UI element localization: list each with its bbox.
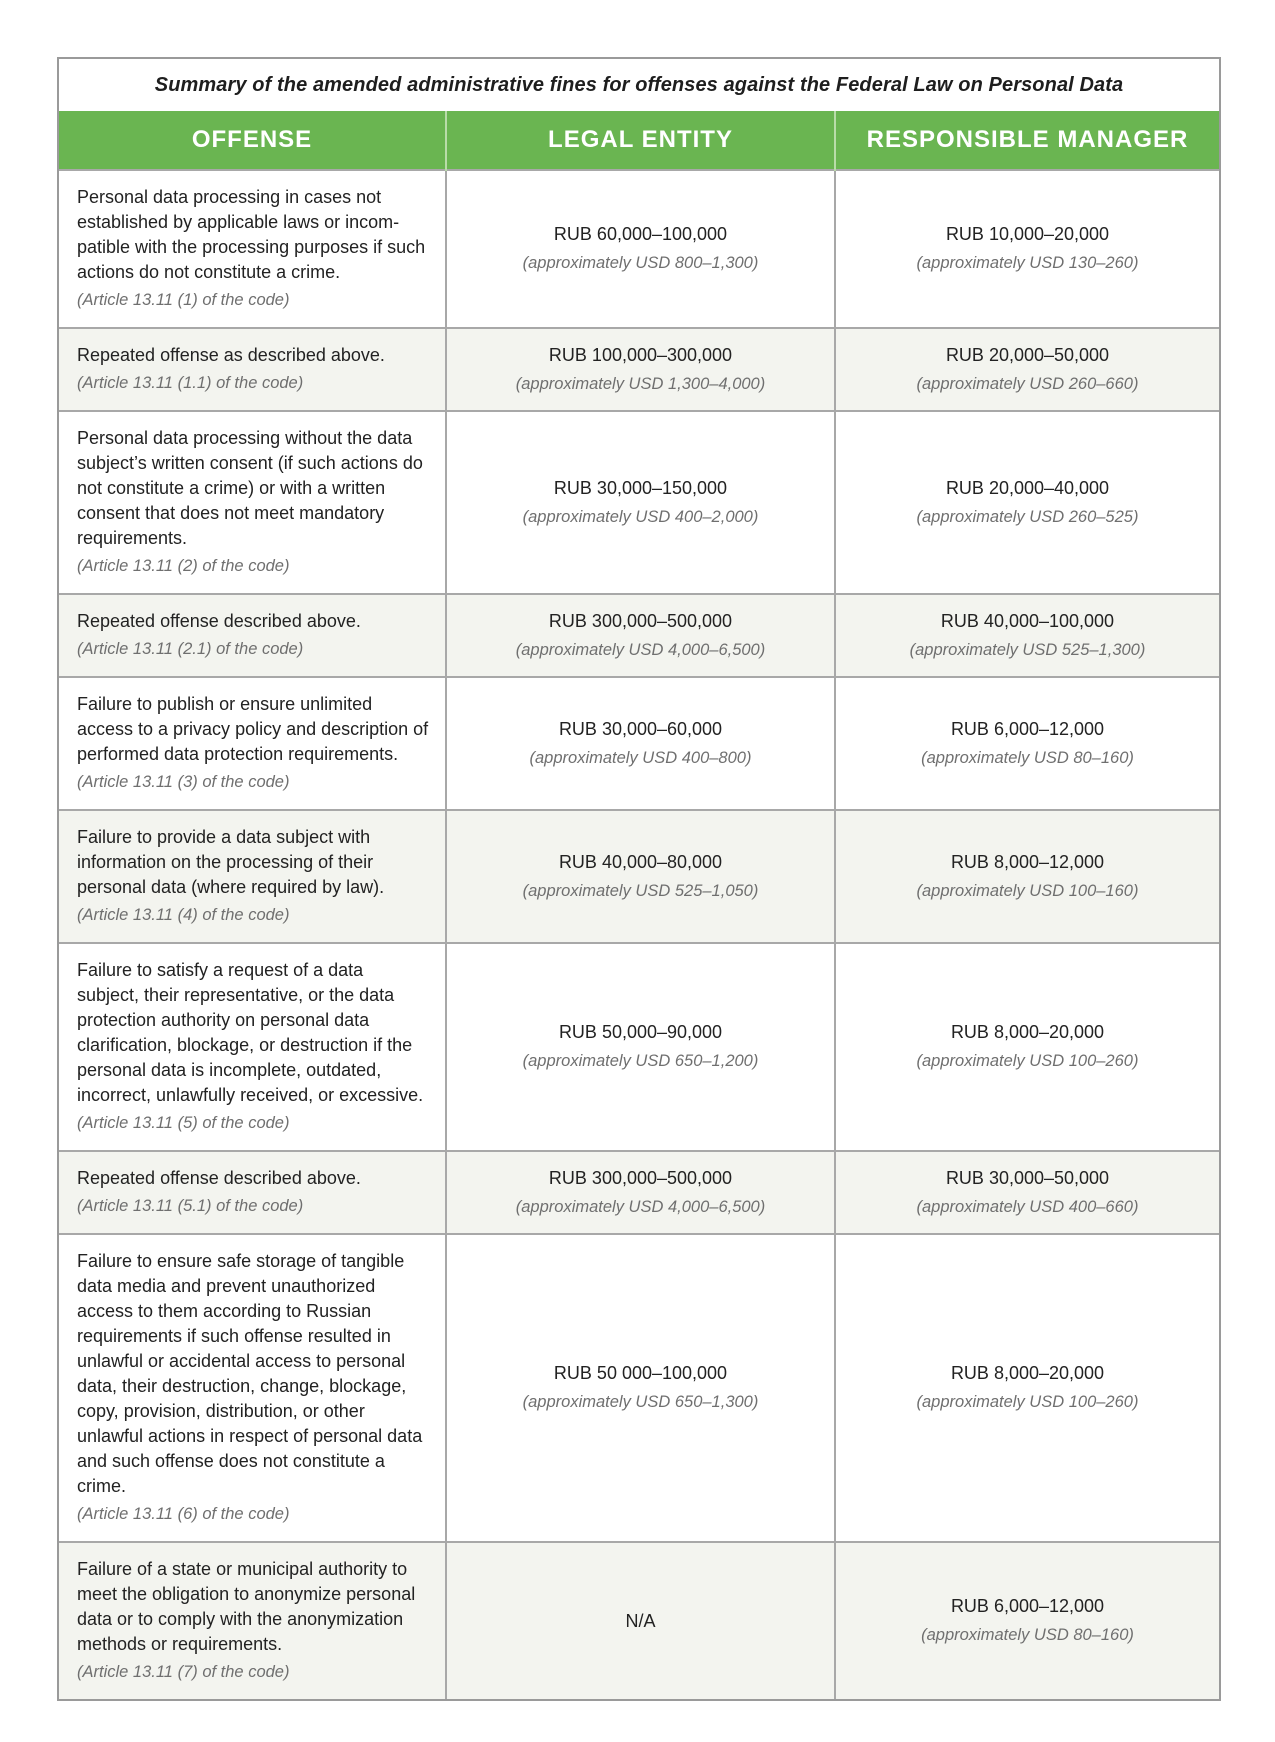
table-row xyxy=(59,677,1219,810)
manager-fine-usd: (approximately USD 100–260) xyxy=(916,1052,1139,1070)
offense-cell xyxy=(59,677,446,810)
legal-entity-fine-usd: (approximately USD 650–1,300) xyxy=(522,1393,759,1411)
offense-description: Repeated offense described above. xyxy=(77,611,361,631)
manager-fine-usd: (approximately USD 260–660) xyxy=(916,374,1139,393)
legal-entity-fine-rub: RUB 40,000–80,000 xyxy=(558,851,723,872)
manager-fine-rub: RUB 30,000–50,000 xyxy=(945,1167,1110,1188)
manager-fine-cell xyxy=(835,1542,1219,1699)
table-row xyxy=(59,1151,1219,1234)
fines-table xyxy=(59,111,1219,1699)
article-reference: (Article 13.11 (7) of the code) xyxy=(77,1663,290,1681)
legal-entity-fine-rub: RUB 50 000–100,000 xyxy=(553,1363,728,1383)
table-caption: Summary of the amended administrative fines for offenses against the Federal Law on Personal Data xyxy=(154,73,1124,96)
manager-fine-rub: RUB 6,000–12,000 xyxy=(950,718,1105,739)
offense-cell xyxy=(59,170,446,328)
offense-cell xyxy=(59,1151,446,1234)
legal-entity-fine-usd: (approximately USD 1,300–4,000) xyxy=(515,374,766,393)
table-row xyxy=(59,328,1219,411)
legal-entity-fine-usd: (approximately USD 650–1,200) xyxy=(522,1052,759,1070)
legal-entity-fine-cell xyxy=(446,943,835,1151)
offense-description: Failure of a state or municipal authority to meet the obligation to anonymize personal data or to comply with the anonymization methods or requirements. xyxy=(77,1559,416,1654)
table-row xyxy=(59,810,1219,943)
article-reference: (Article 13.11 (4) of the code) xyxy=(77,906,290,924)
manager-fine-rub: RUB 8,000–20,000 xyxy=(950,1363,1105,1383)
legal-entity-fine-cell xyxy=(446,1151,835,1234)
table-row xyxy=(59,411,1219,594)
manager-fine-usd: (approximately USD 100–160) xyxy=(916,881,1139,900)
table-row xyxy=(59,943,1219,1151)
offense-cell xyxy=(59,594,446,677)
manager-fine-usd: (approximately USD 400–660) xyxy=(916,1197,1139,1216)
manager-fine-cell xyxy=(835,810,1219,943)
offense-description: Failure to publish or ensure unlimited access to a privacy policy and description of performed data protection requirements. xyxy=(77,694,429,764)
manager-fine-cell xyxy=(835,328,1219,411)
legal-entity-fine-rub: RUB 60,000–100,000 xyxy=(553,224,728,244)
article-reference: (Article 13.11 (5) of the code) xyxy=(77,1114,290,1132)
legal-entity-fine-usd: (approximately USD 4,000–6,500) xyxy=(515,640,766,659)
offense-description: Personal data processing in cases not established by applicable laws or incom-patible with the processing purposes if such actions do not constitute a crime. xyxy=(77,187,426,282)
offense-cell xyxy=(59,810,446,943)
legal-entity-fine-rub: RUB 300,000–500,000 xyxy=(548,1167,733,1188)
table-header xyxy=(59,111,1219,170)
manager-fine-rub: RUB 40,000–100,000 xyxy=(940,610,1115,631)
manager-fine-cell xyxy=(835,594,1219,677)
manager-fine-rub: RUB 8,000–12,000 xyxy=(950,851,1105,872)
offense-cell xyxy=(59,1234,446,1542)
legal-entity-fine-usd: (approximately USD 400–800) xyxy=(529,748,752,767)
article-reference: (Article 13.11 (3) of the code) xyxy=(77,773,290,791)
manager-fine-usd: (approximately USD 80–160) xyxy=(921,748,1134,767)
manager-fine-usd: (approximately USD 260–525) xyxy=(916,507,1139,526)
manager-fine-cell xyxy=(835,411,1219,594)
table-row xyxy=(59,1234,1219,1542)
offense-description: Failure to satisfy a request of a data subject, their representative, or the data protection authority on personal data clarification, blockage, or destruction if the personal data is incomplete, outdated, incorrect, unlawfully received, or excessive. xyxy=(77,960,424,1105)
manager-fine-cell xyxy=(835,943,1219,1151)
legal-entity-fine-cell xyxy=(446,677,835,810)
table-row xyxy=(59,1542,1219,1699)
column-header-legal-entity: LEGAL ENTITY xyxy=(446,111,835,170)
offense-cell xyxy=(59,943,446,1151)
article-reference: (Article 13.11 (5.1) of the code) xyxy=(77,1197,304,1215)
article-reference: (Article 13.11 (6) of the code) xyxy=(77,1505,290,1523)
column-header-offense: OFFENSE xyxy=(59,111,446,170)
manager-fine-cell xyxy=(835,677,1219,810)
manager-fine-usd: (approximately USD 130–260) xyxy=(916,254,1139,272)
article-reference: (Article 13.11 (2.1) of the code) xyxy=(77,640,304,658)
legal-entity-fine-rub: RUB 50,000–90,000 xyxy=(558,1022,723,1042)
manager-fine-cell xyxy=(835,1151,1219,1234)
article-reference: (Article 13.11 (2) of the code) xyxy=(77,557,290,575)
legal-entity-fine-rub: RUB 300,000–500,000 xyxy=(548,610,733,631)
manager-fine-usd: (approximately USD 100–260) xyxy=(916,1393,1139,1411)
offense-cell xyxy=(59,411,446,594)
manager-fine-usd: (approximately USD 525–1,300) xyxy=(909,640,1146,659)
column-header-responsible-manager: RESPONSIBLE MANAGER xyxy=(835,111,1219,170)
manager-fine-rub: RUB 10,000–20,000 xyxy=(945,224,1110,244)
manager-fine-usd: (approximately USD 80–160) xyxy=(921,1626,1134,1644)
manager-fine-rub: RUB 20,000–50,000 xyxy=(945,344,1110,365)
offense-description: Repeated offense described above. xyxy=(77,1168,361,1188)
legal-entity-fine-cell xyxy=(446,594,835,677)
manager-fine-cell xyxy=(835,170,1219,328)
legal-entity-fine-usd: (approximately USD 400–2,000) xyxy=(522,507,759,526)
manager-fine-cell xyxy=(835,1234,1219,1542)
offense-description: Personal data processing without the data subject’s written consent (if such actions do not constitute a crime) or with a written consent that does not meet mandatory requirements. xyxy=(77,428,423,548)
legal-entity-fine-cell xyxy=(446,1234,835,1542)
manager-fine-rub: RUB 6,000–12,000 xyxy=(950,1596,1105,1616)
legal-entity-fine-cell xyxy=(446,328,835,411)
legal-entity-fine-rub: RUB 30,000–150,000 xyxy=(553,477,728,498)
legal-entity-fine-rub: N/A xyxy=(625,1610,656,1631)
offense-description: Failure to ensure safe storage of tangible data media and prevent unauthorized access to them according to Russian requirements if such offense resulted in unlawful or accidental access to personal data, their destruction, change, blockage, copy, provision, distribution, or other unlawful actions in respect of personal data and such offense does not constitute a crime. xyxy=(77,1251,423,1496)
header-row xyxy=(59,111,1219,170)
offense-description: Repeated offense as described above. xyxy=(77,345,385,365)
article-reference: (Article 13.11 (1) of the code) xyxy=(77,291,290,309)
manager-fine-rub: RUB 8,000–20,000 xyxy=(950,1022,1105,1042)
article-reference: (Article 13.11 (1.1) of the code) xyxy=(77,374,304,392)
table-row xyxy=(59,594,1219,677)
offense-cell xyxy=(59,328,446,411)
legal-entity-fine-cell xyxy=(446,1542,835,1699)
legal-entity-fine-cell xyxy=(446,411,835,594)
legal-entity-fine-cell xyxy=(446,170,835,328)
table-row xyxy=(59,170,1219,328)
legal-entity-fine-usd: (approximately USD 800–1,300) xyxy=(522,254,759,272)
legal-entity-fine-rub: RUB 30,000–60,000 xyxy=(558,718,723,739)
offense-description: Failure to provide a data subject with information on the processing of their personal data (where required by law). xyxy=(77,827,385,897)
table-body xyxy=(59,170,1219,1699)
offense-cell xyxy=(59,1542,446,1699)
legal-entity-fine-usd: (approximately USD 4,000–6,500) xyxy=(515,1197,766,1216)
legal-entity-fine-cell xyxy=(446,810,835,943)
legal-entity-fine-rub: RUB 100,000–300,000 xyxy=(548,344,733,365)
fines-table-container xyxy=(57,57,1221,1701)
manager-fine-rub: RUB 20,000–40,000 xyxy=(945,477,1110,498)
legal-entity-fine-usd: (approximately USD 525–1,050) xyxy=(522,881,759,900)
